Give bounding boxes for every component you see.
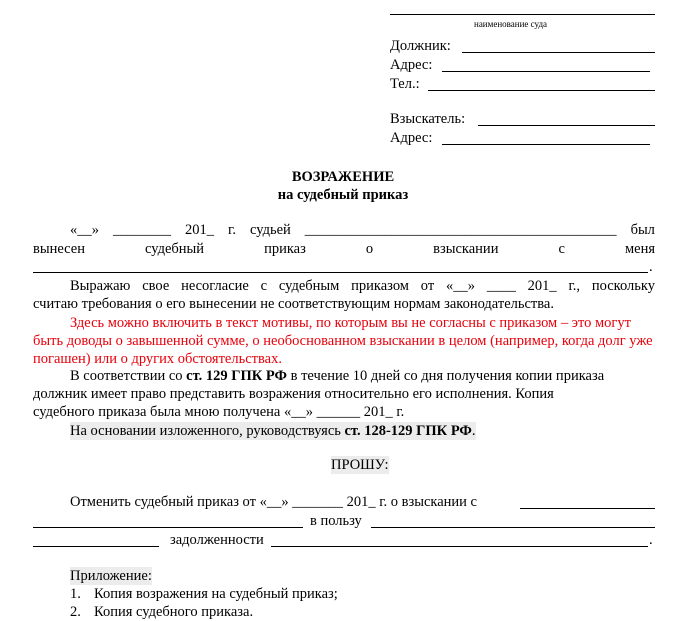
p1-word: 201_ bbox=[527, 278, 557, 294]
debtor-field[interactable] bbox=[462, 52, 655, 53]
intro-line-2 bbox=[33, 240, 655, 258]
creditor-address-label: Адрес: bbox=[390, 130, 433, 146]
court-name-line bbox=[390, 14, 655, 15]
p1-word: приказом bbox=[351, 278, 409, 294]
attachment-text: Копия судебного приказа. bbox=[94, 604, 254, 620]
intro-g: г. bbox=[228, 222, 236, 238]
debtor-address-field[interactable] bbox=[442, 71, 650, 72]
intro-was: был bbox=[630, 222, 655, 238]
document-subtitle: на судебный приказ bbox=[277, 187, 409, 203]
red-note-line1: Здесь можно включить в текст мотивы, по которым вы не согласны с приказом – это могут bbox=[70, 315, 631, 331]
phone-label: Тел.: bbox=[390, 76, 420, 92]
debtor-label: Должник: bbox=[390, 38, 451, 54]
paragraph3 bbox=[70, 422, 476, 440]
red-note-line2: быть доводы о завышенной сумме, о необоснованном взыскании в целом (например, когда долг уже bbox=[33, 333, 653, 349]
intro-day: «__» bbox=[70, 222, 99, 238]
request-debtor-field[interactable] bbox=[520, 508, 655, 509]
p3-text: На основании изложенного, руководствуясь bbox=[70, 423, 345, 439]
intro-judge-word: судьей bbox=[250, 222, 291, 238]
attachment-item bbox=[70, 585, 338, 603]
debtor-address-label: Адрес: bbox=[390, 57, 433, 73]
attachment-number: 2. bbox=[70, 604, 81, 620]
request-line3-end: . bbox=[649, 532, 653, 548]
paragraph2-line2: должник имеет право представить возражения относительно его исполнения. Копия bbox=[33, 386, 554, 402]
creditor-address-field[interactable] bbox=[442, 144, 650, 145]
red-note-line3: погашен) или о других обстоятельствах. bbox=[33, 351, 282, 367]
p1-word: свое bbox=[142, 278, 170, 294]
p1-word: судебным bbox=[278, 278, 340, 294]
p3-text: . bbox=[471, 423, 476, 439]
p1-word: поскольку bbox=[591, 278, 655, 294]
attachment-text: Копия возражения на судебный приказ; bbox=[94, 586, 338, 602]
p2-law-reference: ст. 129 ГПК РФ bbox=[186, 368, 287, 384]
p1-word: г., bbox=[568, 278, 581, 294]
attachment-item bbox=[70, 603, 253, 621]
paragraph2-line1 bbox=[70, 367, 604, 385]
p1-word: Выражаю bbox=[70, 278, 131, 294]
intro-blank-line[interactable] bbox=[33, 272, 648, 273]
p1-word: от bbox=[420, 278, 435, 294]
intro-word: вынесен bbox=[33, 241, 85, 257]
court-name-caption: наименование суда bbox=[474, 19, 548, 29]
intro-word: взыскании bbox=[433, 241, 499, 257]
p1-word: с bbox=[260, 278, 268, 294]
intro-word: с bbox=[558, 241, 565, 257]
p2-text: в течение 10 дней со дня получения копии приказа bbox=[286, 368, 605, 384]
intro-word: судебный bbox=[145, 241, 205, 257]
p1-word: «__» bbox=[446, 278, 476, 294]
request-line3-blank[interactable] bbox=[271, 546, 648, 547]
request-in-favor: в пользу bbox=[310, 513, 362, 529]
phone-field[interactable] bbox=[428, 90, 655, 91]
document-title: ВОЗРАЖЕНИЕ bbox=[291, 169, 395, 185]
attachment-number: 1. bbox=[70, 586, 81, 602]
intro-month: ________ bbox=[113, 222, 172, 238]
request-amount-field[interactable] bbox=[33, 546, 159, 547]
attachments-heading: Приложение: bbox=[70, 568, 152, 584]
intro-word: о bbox=[365, 241, 374, 257]
paragraph1-line2: считаю требования о его вынесении не соответствующим нормам законодательства. bbox=[33, 296, 554, 312]
request-line1: Отменить судебный приказ от «__» _______ 201_ г. о взыскании с bbox=[70, 494, 477, 510]
paragraph1-line1 bbox=[70, 277, 655, 295]
creditor-field[interactable] bbox=[478, 125, 655, 126]
intro-word: меня bbox=[624, 241, 655, 257]
intro-judge-blank: ___________________________________________ bbox=[304, 222, 617, 238]
intro-line-1 bbox=[70, 221, 655, 239]
p3-law-reference: ст. 128-129 ГПК РФ bbox=[344, 423, 472, 439]
request-line2-blank-right[interactable] bbox=[371, 527, 655, 528]
request-heading: ПРОШУ: bbox=[331, 457, 389, 473]
request-line2-blank-left[interactable] bbox=[33, 527, 303, 528]
intro-year: 201_ bbox=[185, 222, 215, 238]
intro-word: приказ bbox=[264, 241, 306, 257]
creditor-label: Взыскатель: bbox=[390, 111, 466, 127]
paragraph2-line3: судебного приказа была мною получена «__» ______ 201_ г. bbox=[33, 404, 405, 420]
intro-line-end: . bbox=[649, 259, 653, 275]
p1-word: несогласие bbox=[181, 278, 249, 294]
p2-text: В соответствии со bbox=[70, 368, 187, 384]
request-debt-word: задолженности bbox=[170, 532, 264, 548]
p1-word: ____ bbox=[486, 278, 516, 294]
